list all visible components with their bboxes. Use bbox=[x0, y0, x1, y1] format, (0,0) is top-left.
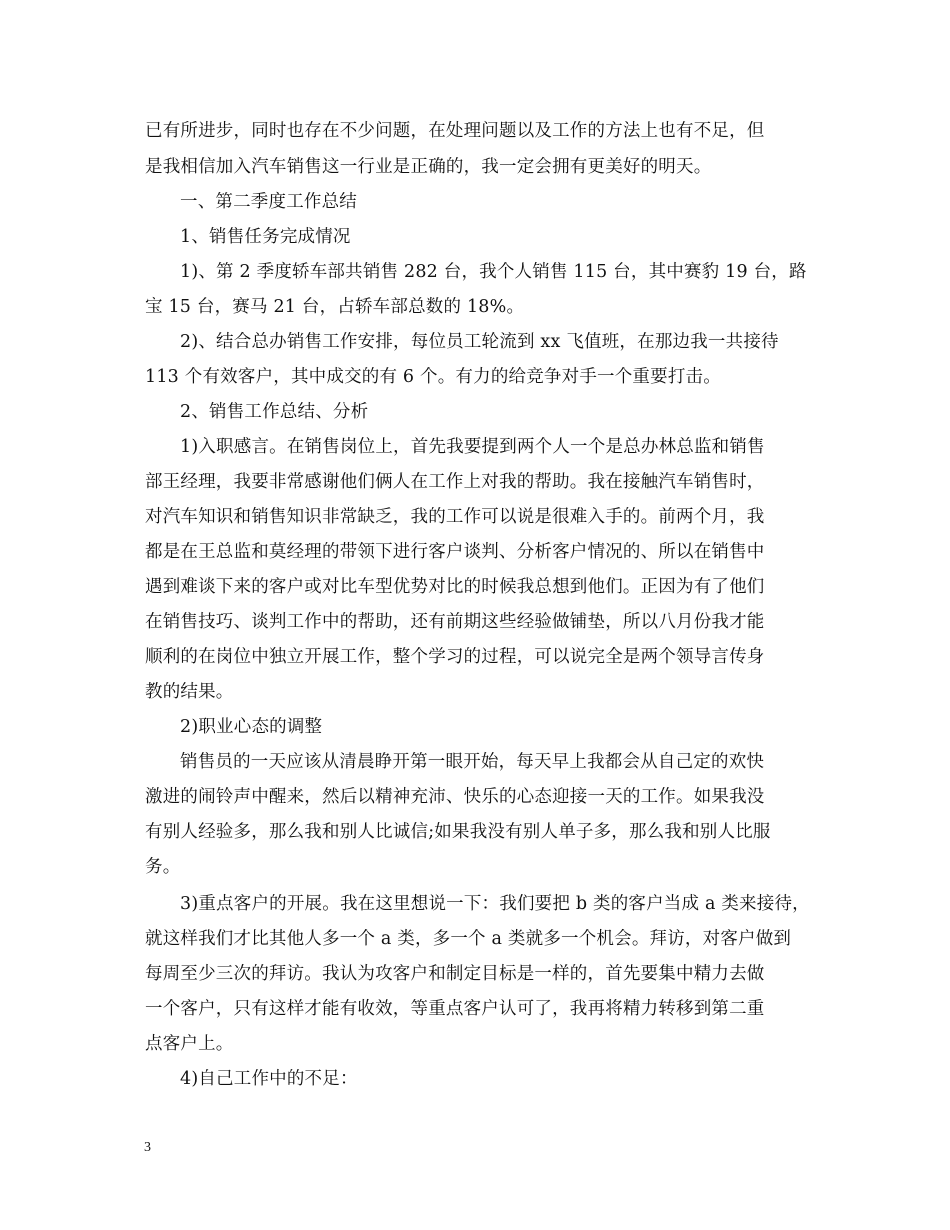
text-line: 2)、结合总办销售工作安排，每位员工轮流到 xx 飞值班，在那边我一共接待 bbox=[180, 332, 779, 352]
subsection-heading: 1、销售任务完成情况 bbox=[180, 227, 351, 247]
text-line: 都是在王总监和莫经理的带领下进行客户谈判、分析客户情况的、所以在销售中 bbox=[145, 542, 765, 562]
text-line: 113 个有效客户，其中成交的有 6 个。有力的给竞争对手一个重要打击。 bbox=[145, 367, 721, 387]
text-line: 是我相信加入汽车销售这一行业是正确的，我一定会拥有更美好的明天。 bbox=[145, 157, 712, 177]
page-number: 3 bbox=[144, 1140, 151, 1155]
text-line: 3)重点客户的开展。我在这里想说一下：我们要把 b 类的客户当成 a 类来接待， bbox=[180, 894, 810, 914]
subsection-heading: 4)自己工作中的不足： bbox=[180, 1069, 358, 1089]
text-line: 在销售技巧、谈判工作中的帮助，还有前期这些经验做铺垫，所以八月份我才能 bbox=[145, 612, 765, 632]
text-line: 一个客户，只有这样才能有收效，等重点客户认可了，我再将精力转移到第二重 bbox=[145, 999, 765, 1019]
text-line: 教的结果。 bbox=[145, 682, 234, 702]
subsection-heading: 2)职业心态的调整 bbox=[180, 717, 323, 737]
text-line: 每周至少三次的拜访。我认为攻客户和制定目标是一样的，首先要集中精力去做 bbox=[145, 964, 765, 984]
text-line: 1)、第 2 季度轿车部共销售 282 台，我个人销售 115 台，其中赛豹 19 台，路 bbox=[180, 262, 807, 282]
text-line: 激进的闹铃声中醒来，然后以精神充沛、快乐的心态迎接一天的工作。如果我没 bbox=[145, 787, 765, 807]
text-line: 就这样我们才比其他人多一个 a 类，多一个 a 类就多一个机会。拜访，对客户做到 bbox=[145, 929, 792, 949]
text-line: 点客户上。 bbox=[145, 1034, 234, 1054]
text-line: 顺利的在岗位中独立开展工作，整个学习的过程，可以说完全是两个领导言传身 bbox=[145, 647, 765, 667]
text-line: 销售员的一天应该从清晨睁开第一眼开始，每天早上我都会从自己定的欢快 bbox=[180, 752, 765, 772]
text-line: 务。 bbox=[145, 857, 181, 877]
section-heading: 一、第二季度工作总结 bbox=[180, 192, 357, 212]
subsection-heading: 2、销售工作总结、分析 bbox=[180, 402, 369, 422]
text-line: 1)入职感言。在销售岗位上，首先我要提到两个人一个是总办林总监和销售 bbox=[180, 437, 765, 457]
text-line: 遇到难谈下来的客户或对比车型优势对比的时候我总想到他们。正因为有了他们 bbox=[145, 577, 765, 597]
text-line: 对汽车知识和销售知识非常缺乏，我的工作可以说是很难入手的。前两个月，我 bbox=[145, 507, 765, 527]
text-line: 部王经理，我要非常感谢他们俩人在工作上对我的帮助。我在接触汽车销售时， bbox=[145, 472, 765, 492]
text-line: 已有所进步，同时也存在不少问题，在处理问题以及工作的方法上也有不足，但 bbox=[145, 121, 765, 141]
text-line: 宝 15 台，赛马 21 台，占轿车部总数的 18%。 bbox=[145, 297, 525, 317]
text-line: 有别人经验多，那么我和别人比诚信;如果我没有别人单子多，那么我和别人比服 bbox=[145, 822, 771, 842]
